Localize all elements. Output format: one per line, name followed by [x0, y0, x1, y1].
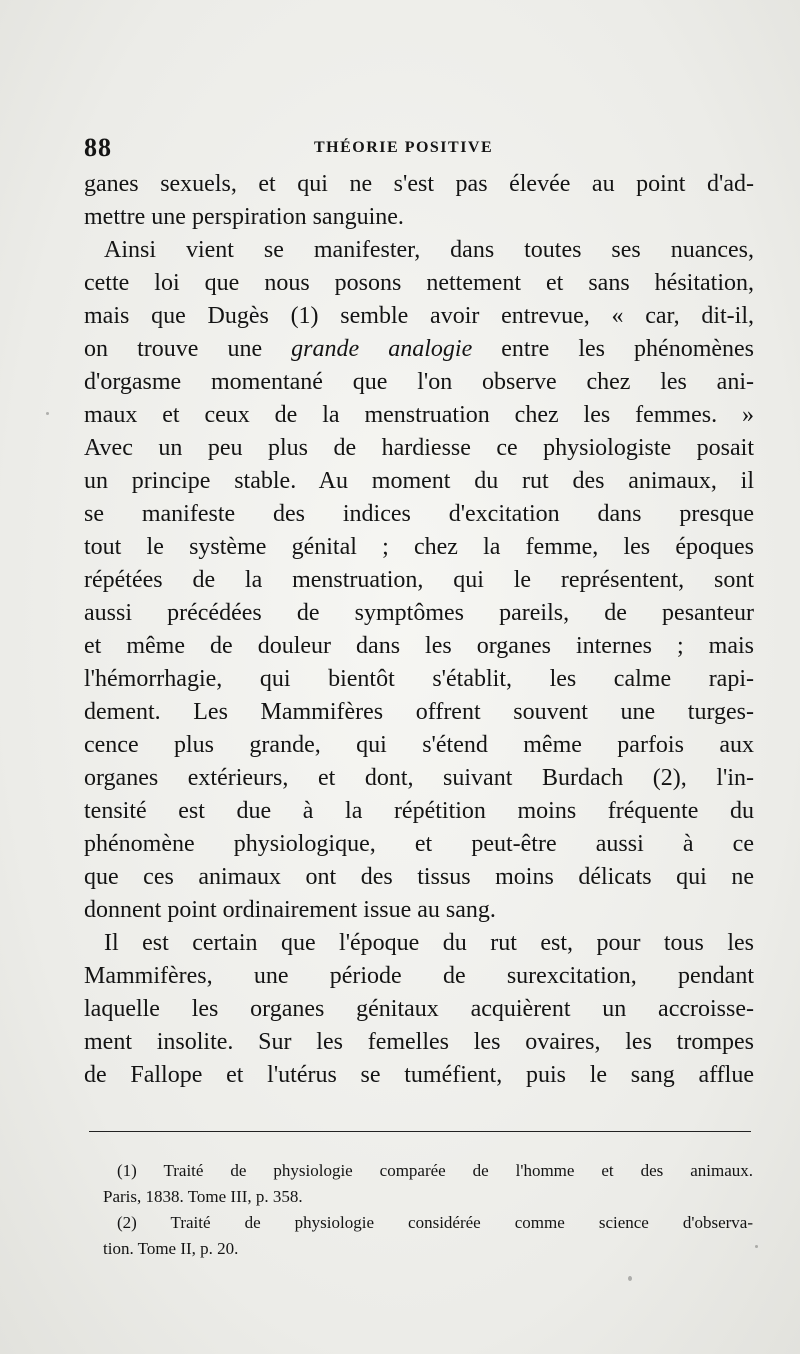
- text-line: mais que Dugès (1) semble avoir entrevue, « car, dit-il,: [84, 303, 754, 329]
- text-line-mixed: [84, 333, 754, 366]
- body-text: [84, 168, 754, 1092]
- text-line: Mammifères, une période de surexcitation, pendant: [84, 963, 754, 989]
- text-line: Ainsi vient se manifester, dans toutes ses nuances,: [104, 237, 754, 263]
- text-line: organes extérieurs, et dont, suivant Burdach (2), l'in-: [84, 765, 754, 791]
- text-line: de Fallope et l'utérus se tuméfient, puis le sang afflue: [84, 1062, 754, 1088]
- running-head: THÉORIE POSITIVE: [314, 139, 494, 156]
- paper-speck: [628, 1276, 632, 1281]
- footnote-line: Paris, 1838. Tome III, p. 358.: [103, 1187, 303, 1206]
- text-line: tensité est due à la répétition moins fréquente du: [84, 798, 754, 824]
- text-span: on trouve une: [84, 336, 292, 362]
- text-line: maux et ceux de la menstruation chez les femmes. »: [84, 402, 754, 428]
- text-line: Il est certain que l'époque du rut est, pour tous les: [104, 930, 754, 956]
- italic-phrase: grande analogie: [291, 336, 473, 362]
- text-line: dement. Les Mammifères offrent souvent une turges-: [84, 699, 754, 725]
- text-line: un principe stable. Au moment du rut des animaux, il: [84, 468, 754, 494]
- paper-speck: [755, 1245, 758, 1248]
- footnote-divider: [89, 1131, 751, 1132]
- text-line: ment insolite. Sur les femelles les ovaires, les trompes: [84, 1029, 754, 1055]
- text-line: se manifeste des indices d'excitation dans presque: [84, 501, 754, 527]
- text-line: donnent point ordinairement issue au sang.: [84, 897, 496, 923]
- page-number: 88: [84, 133, 112, 162]
- text-line: cence plus grande, qui s'étend même parfois aux: [84, 732, 754, 758]
- text-line: et même de douleur dans les organes internes ; mais: [84, 633, 754, 659]
- text-line: que ces animaux ont des tissus moins délicats qui ne: [84, 864, 754, 890]
- footnotes: [103, 1158, 753, 1262]
- text-line: phénomène physiologique, et peut-être aussi à ce: [84, 831, 754, 857]
- text-line: d'orgasme momentané que l'on observe chez les ani-: [84, 369, 754, 395]
- text-line: aussi précédées de symptômes pareils, de pesanteur: [84, 600, 754, 626]
- text-line: cette loi que nous posons nettement et sans hésitation,: [84, 270, 754, 296]
- text-line: l'hémorrhagie, qui bientôt s'établit, les calme rapi-: [84, 666, 754, 692]
- text-span: entre les phénomènes: [472, 336, 755, 362]
- text-line: Avec un peu plus de hardiesse ce physiologiste posait: [84, 435, 754, 461]
- text-line: laquelle les organes génitaux acquièrent un accroisse-: [84, 996, 754, 1022]
- footnote-line: (1) Traité de physiologie comparée de l'homme et des animaux.: [117, 1161, 753, 1180]
- text-line: répétées de la menstruation, qui le représentent, sont: [84, 567, 754, 593]
- footnote-line: (2) Traité de physiologie considérée comme science d'observa-: [117, 1213, 753, 1232]
- text-line: mettre une perspiration sanguine.: [84, 204, 404, 230]
- footnote-line: tion. Tome II, p. 20.: [103, 1239, 239, 1258]
- text-line: tout le système génital ; chez la femme, les époques: [84, 534, 754, 560]
- text-line: ganes sexuels, et qui ne s'est pas élevée au point d'ad-: [84, 171, 754, 197]
- paper-speck: [46, 412, 49, 415]
- page-header: [84, 133, 754, 163]
